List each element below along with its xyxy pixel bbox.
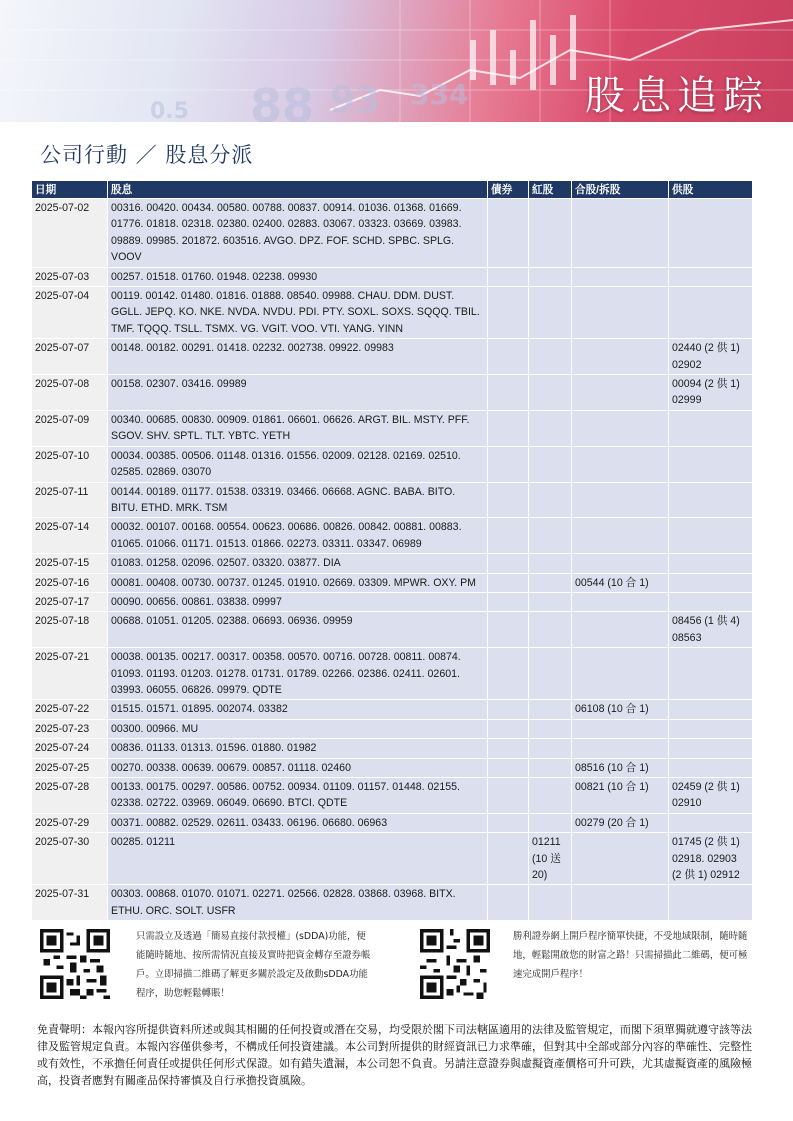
rights-cell [669,518,753,554]
svg-text:93: 93 [330,80,381,121]
rights-cell [669,287,753,339]
split-cell: 00544 (10 合 1) [572,573,669,592]
split-cell [572,287,669,339]
date-cell: 2025-07-28 [32,778,108,814]
split-cell [572,554,669,573]
date-cell: 2025-07-24 [32,739,108,758]
dividend-stocks-cell: 00257. 01518. 01760. 01948. 02238. 09930 [108,267,488,286]
bonus-cell [529,287,572,339]
table-row [32,199,753,268]
dividend-stocks-cell: 00090. 00656. 00861. 03838. 09997 [108,592,488,611]
bonus-cell [529,573,572,592]
bonus-cell [529,410,572,446]
split-cell [572,885,669,921]
bonds-cell [488,833,529,885]
header-dividend: 股息 [108,181,488,199]
rights-cell [669,700,753,719]
bonds-cell [488,339,529,375]
date-cell: 2025-07-04 [32,287,108,339]
split-cell [572,199,669,268]
header-rights: 供股 [669,181,753,199]
svg-text:88: 88 [250,79,315,122]
header-split: 合股/拆股 [572,181,669,199]
bonds-cell [488,648,529,700]
account-opening-qr-code [420,929,490,999]
dividend-stocks-cell: 00688. 01051. 01205. 02388. 06693. 06936. 09959 [108,612,488,648]
date-cell: 2025-07-07 [32,339,108,375]
date-cell: 2025-07-11 [32,482,108,518]
bonds-cell [488,375,529,411]
rights-cell [669,482,753,518]
table-row [32,375,753,411]
date-cell: 2025-07-15 [32,554,108,573]
dividend-stocks-cell: 00081. 00408. 00730. 00737. 01245. 01910. 02669. 03309. MPWR. OXY. PM [108,573,488,592]
disclaimer: 免責聲明：本報內容所提供資料所述或與其相關的任何投資或潛在交易，均受限於閣下司法轄區適用的法律及監管規定，而閣下須單獨就遵守該等法律及監管規定負責。本報內容僅供參考，不構成任何投資建議。本公司對所提供的財經資訊已力求準確，但對其中全部或部分內容的準確性、完整性或有效性，不承擔任何責任或提供任何形式保證。如有錯失遺漏，本公司恕不負責。另請注意證券與虛擬資產價格可升可跌，尤其虛擬資產的風險極高，投資者應對有關產品保持審慎及自行承擔投資風險。 [37,1023,752,1087]
dividend-stocks-cell: 00034. 00385. 00506. 01148. 01316. 01556. 02009. 02128. 02169. 02510. 02585. 02869. 03070 [108,446,488,482]
bonus-cell [529,518,572,554]
split-cell: 00821 (10 合 1) [572,778,669,814]
bonds-cell [488,719,529,738]
table-row [32,339,753,375]
account-opening-text: 勝利證券網上開戶程序簡單快捷，不受地域限制，隨時隨地，輕鬆開啟您的財富之路！只需掃描此二維碼，便可極速完成開戶程序！ [513,931,748,980]
date-cell: 2025-07-22 [32,700,108,719]
date-cell: 2025-07-18 [32,612,108,648]
split-cell [572,833,669,885]
table-row [32,267,753,286]
bonds-cell [488,592,529,611]
table-row [32,573,753,592]
dividend-table [31,180,753,921]
bonus-cell [529,592,572,611]
dividend-stocks-cell: 00303. 00868. 01070. 01071. 02271. 02566. 02828. 03868. 03968. BITX. ETHU. ORC. SOLT. USFR [108,885,488,921]
bonds-cell [488,612,529,648]
rights-cell [669,573,753,592]
date-cell: 2025-07-30 [32,833,108,885]
table-header-row [32,181,753,199]
table-row [32,700,753,719]
bonus-cell [529,339,572,375]
date-cell: 2025-07-16 [32,573,108,592]
table-row [32,518,753,554]
split-cell [572,518,669,554]
bonds-cell [488,739,529,758]
dividend-stocks-cell: 00119. 00142. 01480. 01816. 01888. 08540. 09988. CHAU. DDM. DUST. GGLL. JEPQ. KO. NKE. NVDA. NVDU. PDI. PTY. SOXL. SOXS. SQQQ. TBIL. TMF. TQQQ. TSLL. TSMX. VG. VGIT. VOO. VTI. YANG. YINN [108,287,488,339]
dividend-stocks-cell: 00158. 02307. 03416. 09989 [108,375,488,411]
table-row [32,554,753,573]
rights-cell [669,739,753,758]
date-cell: 2025-07-08 [32,375,108,411]
dividend-stocks-cell: 00144. 00189. 01177. 01538. 03319. 03466. 06668. AGNC. BABA. BITO. BITU. ETHD. MRK. TSM [108,482,488,518]
dividend-stocks-cell: 00340. 00685. 00830. 00909. 01861. 06601. 06626. ARGT. BIL. MSTY. PFF. SGOV. SHV. SPTL. TLT. YBTC. YETH [108,410,488,446]
rights-cell [669,410,753,446]
table-row [32,612,753,648]
split-cell [572,267,669,286]
rights-cell: 00094 (2 供 1) 02999 [669,375,753,411]
rights-cell [669,199,753,268]
rights-cell [669,719,753,738]
bonus-cell [529,554,572,573]
bonds-cell [488,700,529,719]
date-cell: 2025-07-29 [32,813,108,832]
banner-title: 股息追踪 [585,73,769,119]
rights-cell [669,554,753,573]
header-date: 日期 [32,181,108,199]
bonus-cell [529,885,572,921]
date-cell: 2025-07-17 [32,592,108,611]
table-body [32,199,753,921]
dividend-stocks-cell: 01083. 01258. 02096. 02507. 03320. 03877. DIA [108,554,488,573]
dividend-stocks-cell: 00148. 00182. 00291. 01418. 02232. 002738. 09922. 09983 [108,339,488,375]
dividend-stocks-cell: 00316. 00420. 00434. 00580. 00788. 00837. 00914. 01036. 01368. 01669. 01776. 01818. 02318. 02380. 02400. 02883. 03067. 03323. 03669. 03983. 09889. 09985. 201872. 603516. AVGO. DPZ. FOF. SCHD. SPBC. SPLG. VOOV [108,199,488,268]
bonds-cell [488,482,529,518]
date-cell: 2025-07-03 [32,267,108,286]
bonus-cell [529,719,572,738]
dividend-stocks-cell: 00371. 00882. 02529. 02611. 03433. 06196. 06680. 06963 [108,813,488,832]
split-cell [572,612,669,648]
bonus-cell [529,199,572,268]
bonus-cell: 01211 (10 送 20) [529,833,572,885]
bonus-cell [529,813,572,832]
table-row [32,446,753,482]
svg-text:0.5: 0.5 [150,99,189,122]
split-cell: 08516 (10 合 1) [572,758,669,777]
bonds-cell [488,287,529,339]
svg-text:334: 334 [410,78,469,111]
date-cell: 2025-07-25 [32,758,108,777]
table-row [32,648,753,700]
bonus-cell [529,739,572,758]
rights-cell: 08456 (1 供 4) 08563 [669,612,753,648]
sdda-qr-code [40,929,110,999]
split-cell: 06108 (10 合 1) [572,700,669,719]
rights-cell: 02459 (2 供 1) 02910 [669,778,753,814]
split-cell [572,446,669,482]
date-cell: 2025-07-10 [32,446,108,482]
rights-cell [669,758,753,777]
dividend-stocks-cell: 00032. 00107. 00168. 00554. 00623. 00686. 00826. 00842. 00881. 00883. 01065. 01066. 01171. 01513. 01866. 02273. 03311. 03347. 06989 [108,518,488,554]
bonds-cell [488,410,529,446]
header-banner [0,0,793,122]
sdda-promo-text: 只需設立及透過「簡易直接付款授權」(sDDA)功能，便能隨時隨地、按所需情況直接及實時把資金轉存至證券帳戶。立即掃描二維碼了解更多關於設定及啟動sDDA功能程序，助您輕鬆轉賬！ [136,931,371,999]
bonds-cell [488,813,529,832]
split-cell [572,592,669,611]
split-cell [572,482,669,518]
split-cell [572,719,669,738]
rights-cell: 01745 (2 供 1) 02918. 02903 (2 供 1) 02912 [669,833,753,885]
table-row [32,287,753,339]
bonds-cell [488,778,529,814]
bonus-cell [529,700,572,719]
rights-cell [669,592,753,611]
table-row [32,778,753,814]
date-cell: 2025-07-21 [32,648,108,700]
bonds-cell [488,267,529,286]
header-bonus: 紅股 [529,181,572,199]
bonus-cell [529,612,572,648]
dividend-stocks-cell: 00300. 00966. MU [108,719,488,738]
table-row [32,739,753,758]
bonus-cell [529,482,572,518]
bonds-cell [488,573,529,592]
rights-cell [669,648,753,700]
table-row [32,885,753,921]
bonds-cell [488,518,529,554]
bonus-cell [529,446,572,482]
table-row [32,758,753,777]
table-row [32,833,753,885]
dividend-stocks-cell: 00133. 00175. 00297. 00586. 00752. 00934. 01109. 01157. 01448. 02155. 02338. 02722. 03969. 06049. 06690. BTCI. QDTE [108,778,488,814]
bonds-cell [488,885,529,921]
split-cell [572,375,669,411]
bonds-cell [488,554,529,573]
rights-cell [669,446,753,482]
page-title: 公司行動 ／ 股息分派 [40,143,254,167]
split-cell [572,648,669,700]
date-cell: 2025-07-31 [32,885,108,921]
rights-cell [669,885,753,921]
dividend-stocks-cell: 00270. 00338. 00639. 00679. 00857. 01118. 02460 [108,758,488,777]
rights-cell: 02440 (2 供 1) 02902 [669,339,753,375]
bonds-cell [488,199,529,268]
dividend-stocks-cell: 00038. 00135. 00217. 00317. 00358. 00570. 00716. 00728. 00811. 00874. 01093. 01193. 01203. 01278. 01731. 01789. 02266. 02386. 02411. 02601. 03993. 06055. 06826. 09979. QDTE [108,648,488,700]
bonds-cell [488,446,529,482]
table-row [32,482,753,518]
date-cell: 2025-07-23 [32,719,108,738]
rights-cell [669,813,753,832]
date-cell: 2025-07-14 [32,518,108,554]
table-row [32,719,753,738]
split-cell [572,339,669,375]
bonus-cell [529,778,572,814]
bonus-cell [529,648,572,700]
dividend-stocks-cell: 00285. 01211 [108,833,488,885]
dividend-stocks-cell: 01515. 01571. 01895. 002074. 03382 [108,700,488,719]
table-row [32,813,753,832]
table-row [32,410,753,446]
dividend-stocks-cell: 00836. 01133. 01313. 01596. 01880. 01982 [108,739,488,758]
bonus-cell [529,758,572,777]
header-bonds: 債券 [488,181,529,199]
split-cell [572,739,669,758]
bonds-cell [488,758,529,777]
table-row [32,592,753,611]
date-cell: 2025-07-02 [32,199,108,268]
bonus-cell [529,267,572,286]
split-cell: 00279 (20 合 1) [572,813,669,832]
rights-cell [669,267,753,286]
split-cell [572,410,669,446]
date-cell: 2025-07-09 [32,410,108,446]
bonus-cell [529,375,572,411]
